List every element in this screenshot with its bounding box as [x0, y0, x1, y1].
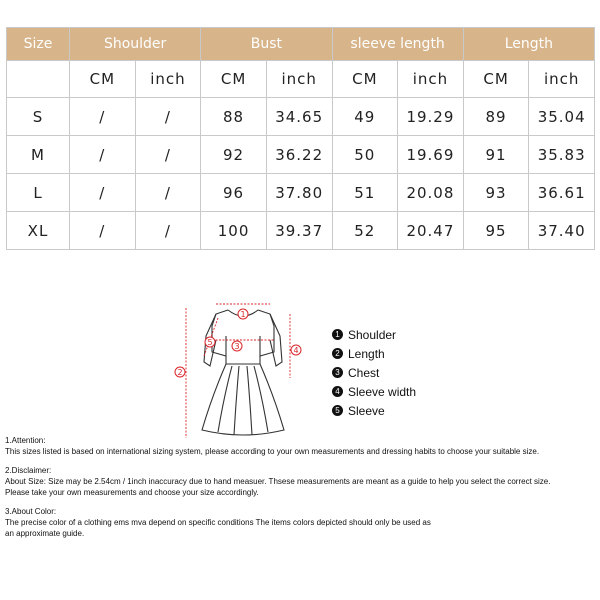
table-row: [7, 212, 595, 250]
value-cell: 92: [201, 136, 267, 174]
unit-cell: CM: [70, 61, 136, 98]
legend-label: Sleeve width: [348, 384, 417, 399]
size-cell: L: [7, 174, 70, 212]
value-cell: 35.83: [529, 136, 595, 174]
value-cell: 19.69: [398, 136, 464, 174]
marker-1-label: 1: [240, 310, 246, 319]
note-line: About Size: Size may be 2.54cm / 1inch inaccuracy due to hand measuer. Thsese measurements are meant as a guide to help you select the correct size.: [5, 477, 551, 486]
header-shoulder: Shoulder: [70, 28, 201, 61]
legend-label: Length: [348, 346, 385, 361]
value-cell: 36.22: [266, 136, 332, 174]
legend-number: 4: [332, 386, 343, 397]
value-cell: 37.80: [266, 174, 332, 212]
unit-cell: inch: [135, 61, 201, 98]
note-heading: 2.Disclaimer:: [5, 466, 52, 475]
value-cell: 100: [201, 212, 267, 250]
note-disclaimer: [5, 465, 600, 498]
legend-label: Chest: [348, 365, 380, 380]
measurement-legend: [332, 325, 416, 420]
notes-section: [5, 435, 600, 547]
value-cell: 34.65: [266, 98, 332, 136]
legend-number: 3: [332, 367, 343, 378]
measurement-markers: [175, 309, 301, 377]
value-cell: 93: [463, 174, 529, 212]
value-cell: 88: [201, 98, 267, 136]
marker-4-label: 4: [293, 346, 299, 355]
value-cell: 89: [463, 98, 529, 136]
table-row: [7, 174, 595, 212]
marker-2-label: 2: [177, 368, 183, 377]
note-about-color: [5, 506, 600, 539]
unit-cell: inch: [266, 61, 332, 98]
dress-measurement-diagram: [168, 296, 318, 446]
table-row: [7, 98, 595, 136]
note-line: This sizes listed is based on international sizing system, please according to your own measurements and dressing habits to choose your suitable size.: [5, 447, 540, 456]
value-cell: /: [70, 98, 136, 136]
legend-item-sleeve-width: [332, 382, 416, 401]
legend-number: 1: [332, 329, 343, 340]
units-row: [7, 61, 595, 98]
legend-label: Shoulder: [348, 327, 397, 342]
table-row: [7, 136, 595, 174]
value-cell: /: [70, 174, 136, 212]
header-size: Size: [7, 28, 70, 61]
legend-item-length: [332, 344, 416, 363]
units-blank-cell: [7, 61, 70, 98]
header-length: Length: [463, 28, 594, 61]
legend-item-chest: [332, 363, 416, 382]
marker-5-label: 5: [207, 338, 213, 347]
value-cell: 20.47: [398, 212, 464, 250]
header-bust: Bust: [201, 28, 332, 61]
note-heading: 3.About Color:: [5, 507, 57, 516]
value-cell: /: [135, 98, 201, 136]
value-cell: 37.40: [529, 212, 595, 250]
value-cell: 49: [332, 98, 398, 136]
value-cell: 95: [463, 212, 529, 250]
note-line: The precise color of a clothing ems mva depend on specific conditions The items colors depicted should only be used as: [5, 518, 431, 527]
size-cell: XL: [7, 212, 70, 250]
value-cell: /: [70, 136, 136, 174]
note-heading: 1.Attention:: [5, 436, 46, 445]
value-cell: 96: [201, 174, 267, 212]
note-line: an approximate guide.: [5, 529, 85, 538]
table-header-row: [7, 28, 595, 61]
unit-cell: inch: [529, 61, 595, 98]
legend-number: 5: [332, 405, 343, 416]
value-cell: 91: [463, 136, 529, 174]
legend-item-sleeve: [332, 401, 416, 420]
header-sleeve-length: sleeve length: [332, 28, 463, 61]
note-line: Please take your own measurements and choose your size accordingly.: [5, 488, 259, 497]
value-cell: 36.61: [529, 174, 595, 212]
value-cell: 52: [332, 212, 398, 250]
size-cell: S: [7, 98, 70, 136]
size-chart-table: [6, 27, 595, 250]
value-cell: 20.08: [398, 174, 464, 212]
value-cell: /: [70, 212, 136, 250]
value-cell: /: [135, 136, 201, 174]
value-cell: 19.29: [398, 98, 464, 136]
unit-cell: CM: [201, 61, 267, 98]
unit-cell: inch: [398, 61, 464, 98]
value-cell: 39.37: [266, 212, 332, 250]
legend-label: Sleeve: [348, 403, 385, 418]
unit-cell: CM: [332, 61, 398, 98]
legend-number: 2: [332, 348, 343, 359]
value-cell: 51: [332, 174, 398, 212]
value-cell: 35.04: [529, 98, 595, 136]
size-cell: M: [7, 136, 70, 174]
value-cell: /: [135, 174, 201, 212]
legend-item-shoulder: [332, 325, 416, 344]
value-cell: 50: [332, 136, 398, 174]
marker-3-label: 3: [234, 342, 240, 351]
note-attention: [5, 435, 600, 457]
unit-cell: CM: [463, 61, 529, 98]
value-cell: /: [135, 212, 201, 250]
